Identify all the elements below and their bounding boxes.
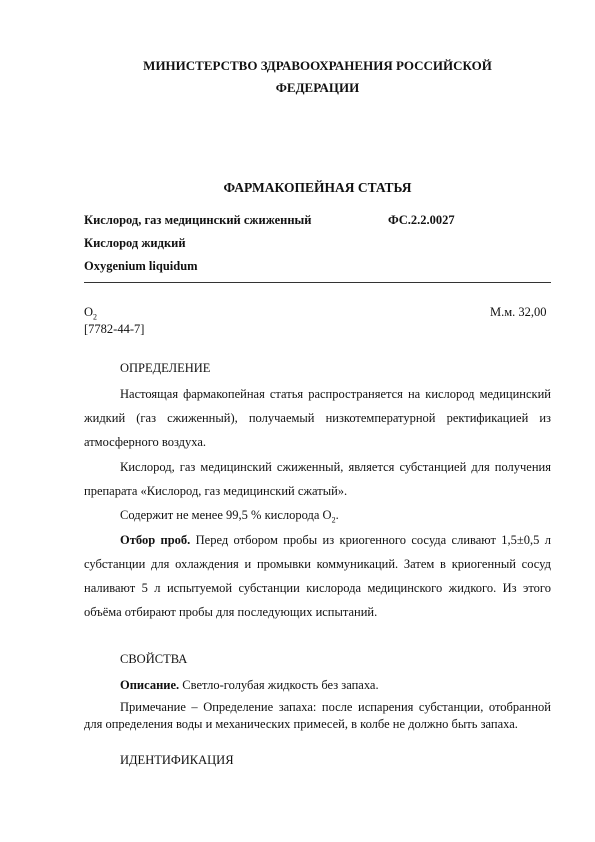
description-label: Описание. xyxy=(120,678,180,692)
heading-definition: ОПРЕДЕЛЕНИЕ xyxy=(120,361,211,375)
description-text: Светло-голубая жидкость без запаха. xyxy=(179,678,379,692)
heading-properties: СВОЙСТВА xyxy=(120,652,188,666)
chemical-formula xyxy=(84,305,97,322)
formula-subscript: 2 xyxy=(93,312,98,322)
ministry-line-1: МИНИСТЕРСТВО ЗДРАВООХРАНЕНИЯ РОССИЙСКОЙ xyxy=(143,58,492,73)
sampling-label: Отбор проб. xyxy=(120,533,191,547)
content-period: . xyxy=(335,508,339,522)
header-rule xyxy=(84,282,551,283)
substance-latin-name: Oxygenium liquidum xyxy=(84,259,198,273)
description-paragraph xyxy=(84,673,551,697)
heading-identification: ИДЕНТИФИКАЦИЯ xyxy=(120,753,234,767)
definition-paragraph-2: Кислород, газ медицинский сжиженный, является субстанцией для получения препарата «Кислород, газ медицинский сжатый». xyxy=(84,460,551,498)
substance-alt-name: Кислород жидкий xyxy=(84,236,186,250)
cas-number: [7782-44-7] xyxy=(84,322,145,336)
content-subscript: 2 xyxy=(331,515,336,525)
sampling-paragraph xyxy=(84,528,551,624)
definition-paragraph-1: Настоящая фармакопейная статья распространяется на кислород медицинский жидкий (газ сжиженный), получаемый низкотемпературной ректификацией из атмосферного воздуха. xyxy=(84,387,551,449)
note-paragraph: Примечание – Определение запаха: после испарения субстанции, отобранной для определения воды и механических примесей, в колбе не должно быть запаха. xyxy=(84,700,551,731)
document-title: ФАРМАКОПЕЙНАЯ СТАТЬЯ xyxy=(223,180,412,195)
substance-name: Кислород, газ медицинский сжиженный xyxy=(84,213,312,227)
sampling-text: Перед отбором пробы из криогенного сосуда сливают 1,5±0,5 л субстанции для охлаждения и промывки коммуникаций. Затем в криогенный сосуд наливают 5 л испытуемой субстанции кислорода медицинского жидкого. Из этого объёма отбирают пробы для последующих испытаний. xyxy=(84,533,551,619)
content-text: Содержит не менее 99,5 % кислорода O xyxy=(120,508,332,522)
monograph-code: ФС.2.2.0027 xyxy=(388,213,455,227)
molecular-mass: М.м. 32,00 xyxy=(490,305,547,319)
ministry-line-2: ФЕДЕРАЦИИ xyxy=(275,80,360,95)
formula-symbol: O xyxy=(84,305,94,319)
